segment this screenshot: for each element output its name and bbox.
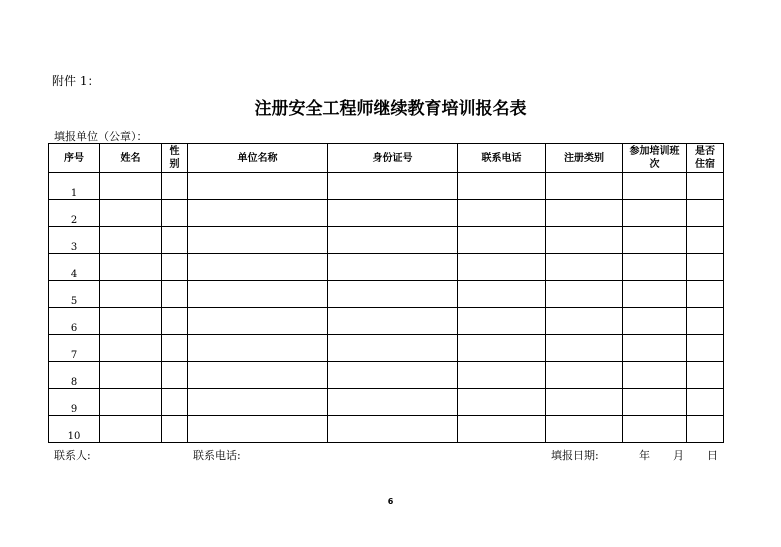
header-training-session: 参加培训班次: [623, 144, 687, 173]
row-number: 2: [49, 200, 100, 227]
header-name: 姓名: [100, 144, 162, 173]
cell-company[interactable]: [188, 308, 328, 335]
reporting-unit-label: 填报单位（公章）：: [54, 130, 148, 143]
header-id-number: 身份证号: [328, 144, 458, 173]
table-row: [49, 227, 724, 254]
fill-date-label: 填报日期:: [551, 449, 599, 462]
cell-id-number[interactable]: [328, 416, 458, 443]
registration-table: [48, 143, 724, 443]
cell-registration-type[interactable]: [546, 254, 623, 281]
header-phone: 联系电话: [458, 144, 546, 173]
cell-company[interactable]: [188, 416, 328, 443]
cell-gender[interactable]: [162, 308, 188, 335]
table-row: [49, 416, 724, 443]
cell-name[interactable]: [100, 227, 162, 254]
contact-phone-label: 联系电话:: [193, 449, 241, 462]
cell-id-number[interactable]: [328, 389, 458, 416]
cell-name[interactable]: [100, 362, 162, 389]
contact-person-label: 联系人:: [54, 449, 91, 462]
cell-accommodation[interactable]: [687, 416, 724, 443]
cell-phone[interactable]: [458, 173, 546, 200]
cell-id-number[interactable]: [328, 200, 458, 227]
cell-name[interactable]: [100, 308, 162, 335]
month-label: 月: [673, 449, 684, 462]
cell-accommodation[interactable]: [687, 281, 724, 308]
table-row: [49, 281, 724, 308]
cell-gender[interactable]: [162, 173, 188, 200]
row-number: 8: [49, 362, 100, 389]
cell-id-number[interactable]: [328, 173, 458, 200]
cell-gender[interactable]: [162, 227, 188, 254]
cell-training-session[interactable]: [623, 281, 687, 308]
cell-training-session[interactable]: [623, 335, 687, 362]
cell-training-session[interactable]: [623, 416, 687, 443]
table-row: [49, 173, 724, 200]
cell-id-number[interactable]: [328, 362, 458, 389]
cell-phone[interactable]: [458, 308, 546, 335]
cell-id-number[interactable]: [328, 281, 458, 308]
header-gender: 性别: [162, 144, 188, 173]
day-label: 日: [707, 449, 718, 462]
row-number: 4: [49, 254, 100, 281]
cell-training-session[interactable]: [623, 173, 687, 200]
row-number: 9: [49, 389, 100, 416]
cell-name[interactable]: [100, 389, 162, 416]
cell-phone[interactable]: [458, 335, 546, 362]
row-number: 6: [49, 308, 100, 335]
cell-phone[interactable]: [458, 362, 546, 389]
cell-id-number[interactable]: [328, 335, 458, 362]
cell-registration-type[interactable]: [546, 281, 623, 308]
cell-gender[interactable]: [162, 281, 188, 308]
table-row: [49, 335, 724, 362]
cell-company[interactable]: [188, 173, 328, 200]
cell-id-number[interactable]: [328, 308, 458, 335]
cell-training-session[interactable]: [623, 389, 687, 416]
table-row: [49, 254, 724, 281]
table-row: [49, 362, 724, 389]
cell-registration-type[interactable]: [546, 335, 623, 362]
cell-training-session[interactable]: [623, 308, 687, 335]
cell-id-number[interactable]: [328, 227, 458, 254]
cell-gender[interactable]: [162, 362, 188, 389]
cell-gender[interactable]: [162, 335, 188, 362]
annex-label: 附件 1：: [52, 74, 100, 88]
cell-phone[interactable]: [458, 254, 546, 281]
cell-phone[interactable]: [458, 389, 546, 416]
cell-name[interactable]: [100, 281, 162, 308]
cell-company[interactable]: [188, 254, 328, 281]
cell-registration-type[interactable]: [546, 416, 623, 443]
cell-registration-type[interactable]: [546, 362, 623, 389]
cell-accommodation[interactable]: [687, 200, 724, 227]
cell-accommodation[interactable]: [687, 227, 724, 254]
cell-accommodation[interactable]: [687, 389, 724, 416]
cell-phone[interactable]: [458, 227, 546, 254]
cell-training-session[interactable]: [623, 227, 687, 254]
cell-company[interactable]: [188, 362, 328, 389]
cell-phone[interactable]: [458, 281, 546, 308]
cell-company[interactable]: [188, 281, 328, 308]
cell-accommodation[interactable]: [687, 173, 724, 200]
header-accommodation: 是否住宿: [687, 144, 724, 173]
cell-company[interactable]: [188, 200, 328, 227]
cell-accommodation[interactable]: [687, 335, 724, 362]
row-number: 1: [49, 173, 100, 200]
cell-training-session[interactable]: [623, 200, 687, 227]
cell-gender[interactable]: [162, 416, 188, 443]
cell-company[interactable]: [188, 227, 328, 254]
row-number: 3: [49, 227, 100, 254]
table-row: [49, 389, 724, 416]
row-number: 5: [49, 281, 100, 308]
cell-gender[interactable]: [162, 254, 188, 281]
table-row: [49, 200, 724, 227]
cell-company[interactable]: [188, 389, 328, 416]
form-title: 注册安全工程师继续教育培训报名表: [254, 99, 527, 119]
cell-name[interactable]: [100, 173, 162, 200]
cell-phone[interactable]: [458, 200, 546, 227]
cell-gender[interactable]: [162, 200, 188, 227]
cell-name[interactable]: [100, 254, 162, 281]
cell-accommodation[interactable]: [687, 308, 724, 335]
row-number: 7: [49, 335, 100, 362]
table-header-row: [49, 144, 724, 173]
header-registration-type: 注册类别: [546, 144, 623, 173]
cell-phone[interactable]: [458, 416, 546, 443]
cell-accommodation[interactable]: [687, 362, 724, 389]
header-seq: 序号: [49, 144, 100, 173]
cell-gender[interactable]: [162, 389, 188, 416]
cell-training-session[interactable]: [623, 254, 687, 281]
cell-registration-type[interactable]: [546, 308, 623, 335]
cell-training-session[interactable]: [623, 362, 687, 389]
cell-registration-type[interactable]: [546, 200, 623, 227]
cell-name[interactable]: [100, 335, 162, 362]
header-company: 单位名称: [188, 144, 328, 173]
cell-registration-type[interactable]: [546, 227, 623, 254]
row-number: 10: [49, 416, 100, 443]
cell-id-number[interactable]: [328, 254, 458, 281]
cell-accommodation[interactable]: [687, 254, 724, 281]
cell-company[interactable]: [188, 335, 328, 362]
cell-name[interactable]: [100, 416, 162, 443]
page-number: 6: [387, 497, 394, 506]
year-label: 年: [639, 449, 650, 462]
cell-registration-type[interactable]: [546, 389, 623, 416]
cell-registration-type[interactable]: [546, 173, 623, 200]
table-row: [49, 308, 724, 335]
cell-name[interactable]: [100, 200, 162, 227]
